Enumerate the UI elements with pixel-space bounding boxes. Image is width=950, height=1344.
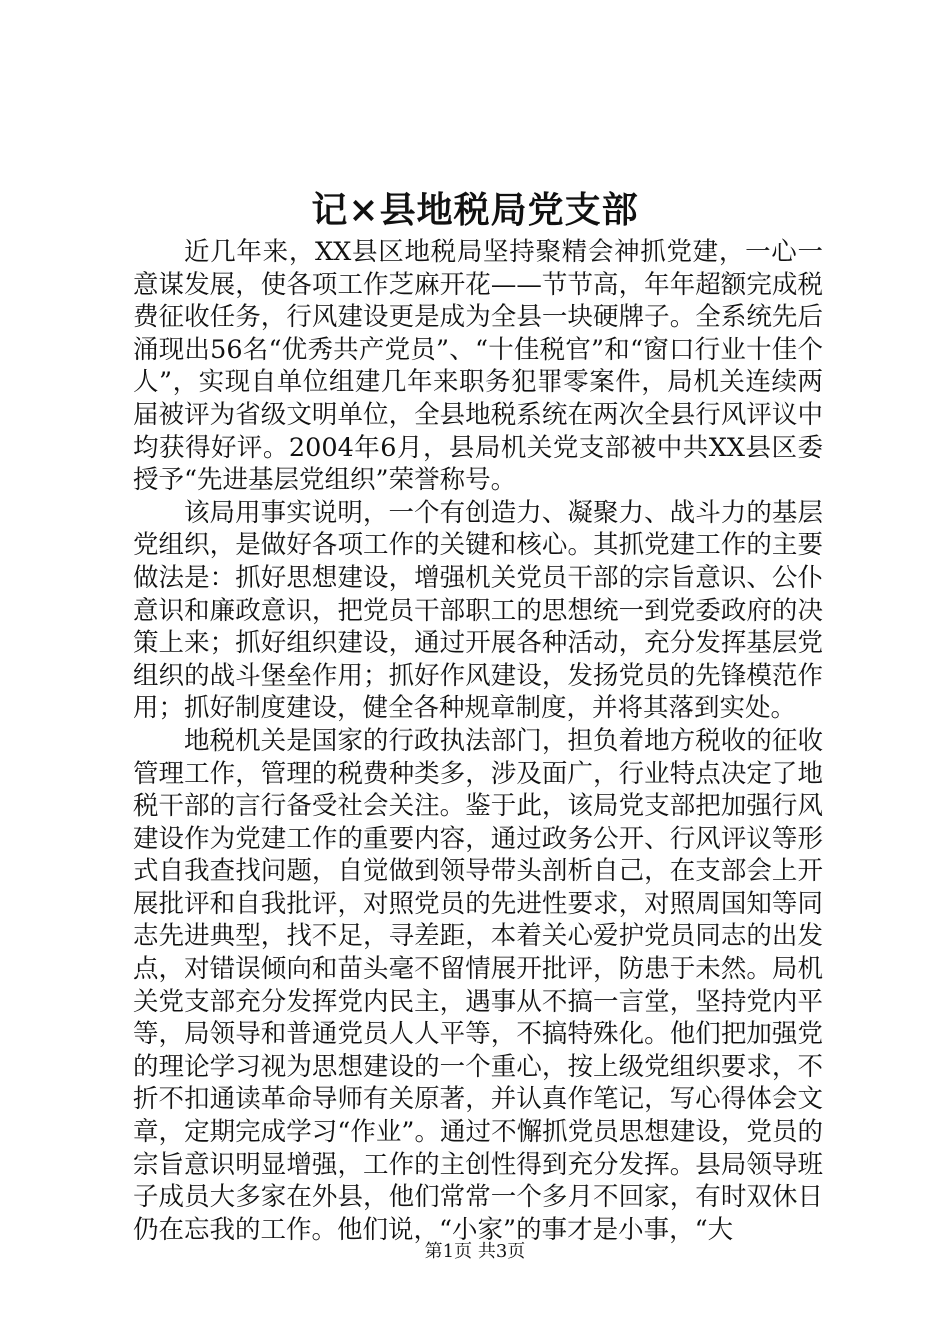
- paragraph-1: 近几年来，XX县区地税局坚持聚精会神抓党建，一心一意谋发展，使各项工作芝麻开花——节节高，年年超额完成税费征收任务，行风建设更是成为全县一块硬牌子。全系统先后涌现出56名“优秀共产党员”、“十佳税官”和“窗口行业十佳个人”，实现自单位组建几年来职务犯罪零案件，局机关连续两届被评为省级文明单位，全县地税系统在两次全县行风评议中均获得好评。2004年6月，县局机关党支部被中共XX县区委授予“先进基层党组织”荣誉称号。: [133, 237, 823, 496]
- document-body: [133, 236, 823, 1246]
- paragraph-2: 该局用事实说明，一个有创造力、凝聚力、战斗力的基层党组织，是做好各项工作的关键和核心。其抓党建工作的主要做法是：抓好思想建设，增强机关党员干部的宗旨意识、公仆意识和廉政意识，把党员干部职工的思想统一到党委政府的决策上来；抓好组织建设，通过开展各种活动，充分发挥基层党组织的战斗堡垒作用；抓好作风建设，发扬党员的先锋模范作用；抓好制度建设，健全各种规章制度，并将其落到实处。: [133, 497, 823, 724]
- paragraph-3: 地税机关是国家的行政执法部门，担负着地方税收的征收管理工作，管理的税费种类多，涉及面广，行业特点决定了地税干部的言行备受社会关注。鉴于此，该局党支部把加强行风建设作为党建工作的重要内容，通过政务公开、行风评议等形式自我查找问题，自觉做到领导带头剖析自己，在支部会上开展批评和自我批评，对照党员的先进性要求，对照周国知等同志先进典型，找不足，寻差距，本着关心爱护党员同志的出发点，对错误倾向和苗头毫不留情展开批评，防患于未然。局机关党支部充分发挥党内民主，遇事从不搞一言堂，坚持党内平等，局领导和普通党员人人平等，不搞特殊化。他们把加强党的理论学习视为思想建设的一个重心，按上级党组织要求，不折不扣通读革命导师有关原著，并认真作笔记，写心得体会文章，定期完成学习“作业”。通过不懈抓党员思想建设，党员的宗旨意识明显增强，工作的主创性得到充分发挥。县局领导班子成员大多家在外县，他们常常一个多月不回家，有时双休日仍在忘我的工作。他们说，“小家”的事才是小事，“大: [133, 725, 823, 1245]
- document-title: 记×县地税局党支部: [311, 189, 639, 231]
- page-number-footer: 第1页 共3页: [424, 1241, 526, 1262]
